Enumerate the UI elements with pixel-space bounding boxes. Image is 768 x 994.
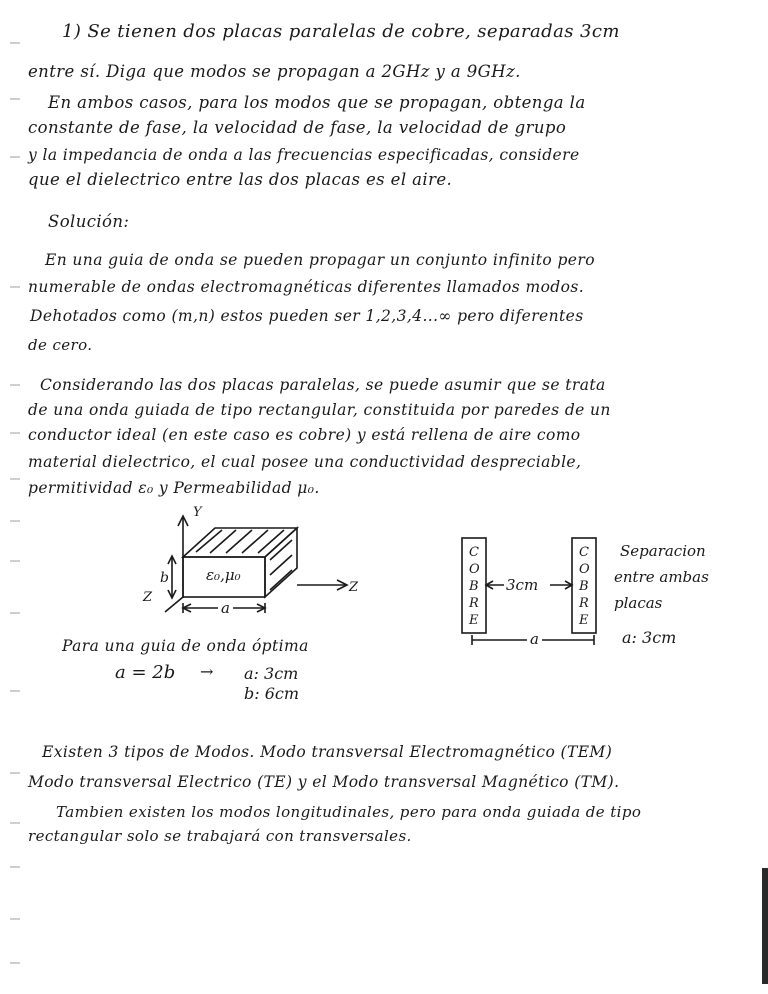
gap-label: 3cm <box>506 576 539 594</box>
plate-letter: E <box>469 613 479 628</box>
axis-y-label: Y <box>193 505 202 520</box>
plate-letter: B <box>469 579 479 594</box>
solution-line: material dielectrico, el cual posee una conductividad despreciable, <box>28 453 582 471</box>
axis-z-left-label: Z <box>143 590 153 605</box>
plate-letter: R <box>579 596 589 611</box>
separation-note: placas <box>614 594 663 612</box>
problem-line: En ambos casos, para los modos que se propagan, obtenga la <box>48 93 586 112</box>
modes-line: Modo transversal Electrico (TE) y el Modo transversal Magnético (TM). <box>28 773 620 791</box>
optimal-title: Para una guia de onda óptima <box>62 637 309 655</box>
plate-letter: O <box>579 562 590 577</box>
arrow-icon: → <box>200 662 214 681</box>
plate-letter: O <box>469 562 480 577</box>
plate-letter: R <box>469 596 479 611</box>
scan-edge <box>762 868 768 984</box>
solution-line: Dehotados como (m,n) estos pueden ser 1,2,3,4...∞ pero diferentes <box>30 307 584 325</box>
separation-value: a: 3cm <box>622 628 677 647</box>
optimal-result: b: 6cm <box>244 684 300 703</box>
solution-line: de una onda guiada de tipo rectangular, constituida por paredes de un <box>28 401 611 419</box>
width-label: a <box>218 599 233 617</box>
plate-letter: C <box>579 545 589 560</box>
separation-note: entre ambas <box>614 568 709 586</box>
solution-line: En una guia de onda se pueden propagar un conjunto infinito pero <box>45 251 595 269</box>
solution-line: numerable de ondas electromagnéticas diferentes llamados modos. <box>28 278 585 296</box>
problem-line: entre sí. Diga que modos se propagan a 2GHz y a 9GHz. <box>28 62 521 81</box>
solution-line: Considerando las dos placas paralelas, se puede asumir que se trata <box>40 376 606 394</box>
optimal-result: a: 3cm <box>244 664 299 683</box>
modes-line: Existen 3 tipos de Modos. Modo transversal Electromagnético (TEM) <box>42 743 613 761</box>
solution-line: conductor ideal (en este caso es cobre) y está rellena de aire como <box>28 426 581 444</box>
problem-line: y la impedancia de onda a las frecuencias especificadas, considere <box>28 146 580 164</box>
solution-line: permitividad ε₀ y Permeabilidad μ₀. <box>28 479 320 497</box>
modes-line: Tambien existen los modos longitudinales, pero para onda guiada de tipo <box>56 803 642 821</box>
problem-line: constante de fase, la velocidad de fase, la velocidad de grupo <box>28 118 567 137</box>
optimal-formula: a = 2b <box>115 662 176 683</box>
modes-line: rectangular solo se trabajará con transversales. <box>28 827 412 845</box>
separation-note: Separacion <box>620 542 706 560</box>
plate-letter: C <box>469 545 479 560</box>
height-label: b <box>160 570 169 586</box>
plates-width-label: a <box>527 630 542 648</box>
plate-letter: E <box>579 613 589 628</box>
plate-letter: B <box>579 579 589 594</box>
solution-line: de cero. <box>28 336 93 354</box>
axis-z-right-label: Z <box>349 580 359 595</box>
solution-heading: Solución: <box>48 212 130 231</box>
problem-line: que el dielectrico entre las dos placas es el aire. <box>28 170 453 189</box>
problem-line: 1) Se tienen dos placas paralelas de cobre, separadas 3cm <box>62 21 620 42</box>
medium-label: ε₀,μ₀ <box>206 566 241 584</box>
